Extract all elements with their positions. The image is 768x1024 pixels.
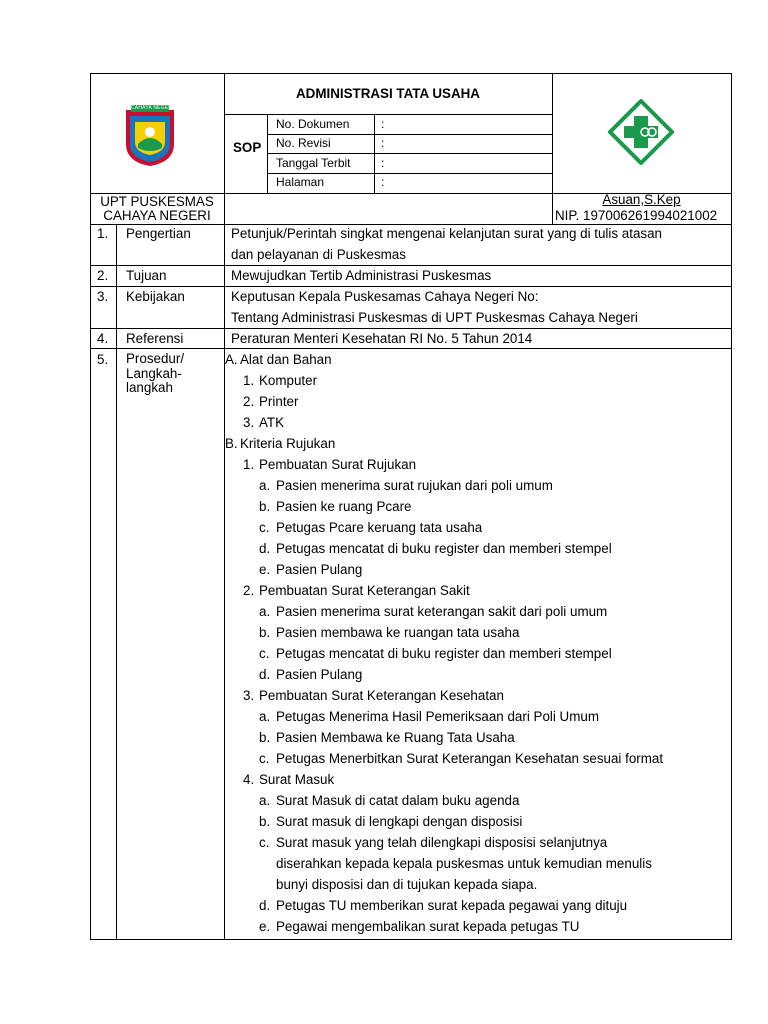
b4-sub-d-marker: d. bbox=[259, 898, 271, 913]
b-item-1-text: Pembuatan Surat Rujukan bbox=[259, 457, 417, 472]
b1-sub-d-text: Petugas mencatat di buku register dan memberi stempel bbox=[276, 541, 612, 556]
b1-sub-d-marker: d. bbox=[259, 541, 271, 556]
a-item-3-text: ATK bbox=[259, 415, 285, 430]
field-no-revisi-label: No. Revisi bbox=[276, 136, 331, 150]
row-5-label-line1: Prosedur/ bbox=[126, 351, 185, 366]
row-4-text-line1: Peraturan Menteri Kesehatan RI No. 5 Tahun 2014 bbox=[231, 331, 533, 346]
row-3-text-line1: Keputusan Kepala Puskesamas Cahaya Negeri No: bbox=[231, 289, 539, 304]
row-1-text-line2: dan pelayanan di Puskesmas bbox=[231, 247, 406, 262]
row-3-label: Kebijakan bbox=[126, 289, 185, 304]
document-title: ADMINISTRASI TATA USAHA bbox=[296, 86, 480, 101]
b2-sub-c-marker: c. bbox=[259, 646, 270, 661]
signer-name: Asuan,S.Kep bbox=[602, 192, 681, 207]
b4-sub-a-marker: a. bbox=[259, 793, 271, 808]
row-2-text-line1: Mewujudkan Tertib Administrasi Puskesmas bbox=[231, 268, 492, 283]
org-name-line2: CAHAYA NEGERI bbox=[103, 208, 211, 223]
a-item-2-text: Printer bbox=[259, 394, 299, 409]
b3-sub-c-text: Petugas Menerbitkan Surat Keterangan Kesehatan sesuai format bbox=[276, 751, 664, 766]
b2-sub-d-text: Pasien Pulang bbox=[276, 667, 363, 682]
divider bbox=[90, 224, 732, 225]
section-a-title: Alat dan Bahan bbox=[240, 352, 332, 367]
row-5-label-line3: langkah bbox=[126, 380, 173, 395]
b3-sub-a-text: Petugas Menerima Hasil Pemeriksaan dari Poli Umum bbox=[276, 709, 599, 724]
b-item-2-text: Pembuatan Surat Keterangan Sakit bbox=[259, 583, 470, 598]
divider bbox=[90, 328, 732, 329]
b4-sub-b-text: Surat masuk di lengkapi dengan disposisi bbox=[276, 814, 523, 829]
b3-sub-c-marker: c. bbox=[259, 751, 270, 766]
org-name-line1: UPT PUSKESMAS bbox=[100, 194, 214, 209]
row-2-no: 2. bbox=[97, 268, 109, 283]
b-item-1-marker: 1. bbox=[243, 457, 255, 472]
field-no-revisi-sep: : bbox=[381, 136, 385, 150]
divider bbox=[90, 265, 732, 266]
b2-sub-a-text: Pasien menerima surat keterangan sakit dari poli umum bbox=[276, 604, 608, 619]
b4-sub-c-text-line3: bunyi disposisi dan di tujukan kepada siapa. bbox=[276, 877, 538, 892]
a-item-2-marker: 2. bbox=[243, 394, 255, 409]
b1-sub-a-text: Pasien menerima surat rujukan dari poli umum bbox=[276, 478, 553, 493]
b2-sub-b-text: Pasien membawa ke ruangan tata usaha bbox=[276, 625, 520, 640]
b1-sub-b-text: Pasien ke ruang Pcare bbox=[276, 499, 412, 514]
section-b-marker: B. bbox=[225, 436, 238, 451]
border-bottom bbox=[90, 939, 732, 940]
b2-sub-c-text: Petugas mencatat di buku register dan memberi stempel bbox=[276, 646, 612, 661]
border-top bbox=[90, 73, 732, 74]
row-5-label-line2: Langkah- bbox=[126, 366, 182, 381]
a-item-3-marker: 3. bbox=[243, 415, 255, 430]
row-3-no: 3. bbox=[97, 289, 109, 304]
b4-sub-a-text: Surat Masuk di catat dalam buku agenda bbox=[276, 793, 520, 808]
row-1-label: Pengertian bbox=[126, 226, 191, 241]
b2-sub-d-marker: d. bbox=[259, 667, 271, 682]
row-5-no: 5. bbox=[97, 352, 109, 367]
a-item-1-marker: 1. bbox=[243, 373, 255, 388]
b1-sub-c-text: Petugas Pcare keruang tata usaha bbox=[276, 520, 483, 535]
b1-sub-e-marker: e. bbox=[259, 562, 271, 577]
divider bbox=[267, 134, 552, 135]
divider bbox=[90, 286, 732, 287]
b-item-4-text: Surat Masuk bbox=[259, 772, 335, 787]
divider bbox=[90, 348, 732, 349]
b4-sub-c-text-line2: diserahkan kepada kepala puskesmas untuk kemudian menulis bbox=[276, 856, 652, 871]
b-item-2-marker: 2. bbox=[243, 583, 255, 598]
divider bbox=[374, 115, 375, 193]
b3-sub-a-marker: a. bbox=[259, 709, 271, 724]
puskesmas-logo bbox=[608, 99, 674, 165]
divider bbox=[267, 173, 552, 174]
b-item-3-marker: 3. bbox=[243, 688, 255, 703]
field-no-dokumen-label: No. Dokumen bbox=[276, 117, 350, 131]
row-3-text-line2: Tentang Administrasi Puskesmas di UPT Puskesmas Cahaya Negeri bbox=[231, 310, 638, 325]
row-2-label: Tujuan bbox=[126, 268, 167, 283]
b3-sub-b-text: Pasien Membawa ke Ruang Tata Usaha bbox=[276, 730, 515, 745]
b1-sub-b-marker: b. bbox=[259, 499, 271, 514]
row-1-text-line1: Petunjuk/Perintah singkat mengenai kelanjutan surat yang di tulis atasan bbox=[231, 226, 663, 241]
row-4-no: 4. bbox=[97, 331, 109, 346]
b4-sub-e-marker: e. bbox=[259, 919, 271, 934]
border-right bbox=[731, 73, 732, 940]
signer-nip: NIP. 197006261994021002 bbox=[555, 208, 718, 223]
field-halaman-sep: : bbox=[381, 175, 385, 189]
field-tanggal-terbit-sep: : bbox=[381, 156, 385, 170]
field-tanggal-terbit-label: Tanggal Terbit bbox=[276, 156, 351, 170]
a-item-1-text: Komputer bbox=[259, 373, 318, 388]
b1-sub-e-text: Pasien Pulang bbox=[276, 562, 363, 577]
b4-sub-c-text-line1: Surat masuk yang telah dilengkapi disposisi selanjutnya bbox=[276, 835, 608, 850]
section-b-title: Kriteria Rujukan bbox=[240, 436, 336, 451]
divider bbox=[267, 153, 552, 154]
b4-sub-c-marker: c. bbox=[259, 835, 270, 850]
row-4-label: Referensi bbox=[126, 331, 184, 346]
field-halaman-label: Halaman bbox=[276, 175, 325, 189]
b1-sub-a-marker: a. bbox=[259, 478, 271, 493]
sop-label: SOP bbox=[233, 140, 262, 155]
b-item-3-text: Pembuatan Surat Keterangan Kesehatan bbox=[259, 688, 504, 703]
regional-emblem-logo bbox=[123, 104, 177, 168]
row-1-no: 1. bbox=[97, 226, 109, 241]
divider bbox=[267, 115, 268, 193]
logo-banner-text: CAHAYA NEGERI bbox=[131, 105, 174, 111]
divider bbox=[224, 224, 225, 940]
b4-sub-e-text: Pegawai mengembalikan surat kepada petugas TU bbox=[276, 919, 580, 934]
divider bbox=[224, 114, 552, 115]
field-no-dokumen-sep: : bbox=[381, 117, 385, 131]
b4-sub-b-marker: b. bbox=[259, 814, 271, 829]
b2-sub-a-marker: a. bbox=[259, 604, 271, 619]
b3-sub-b-marker: b. bbox=[259, 730, 271, 745]
b4-sub-d-text: Petugas TU memberikan surat kepada pegawai yang dituju bbox=[276, 898, 628, 913]
divider bbox=[116, 224, 117, 940]
b1-sub-c-marker: c. bbox=[259, 520, 270, 535]
b-item-4-marker: 4. bbox=[243, 772, 255, 787]
b2-sub-b-marker: b. bbox=[259, 625, 271, 640]
section-a-marker: A. bbox=[225, 352, 238, 367]
